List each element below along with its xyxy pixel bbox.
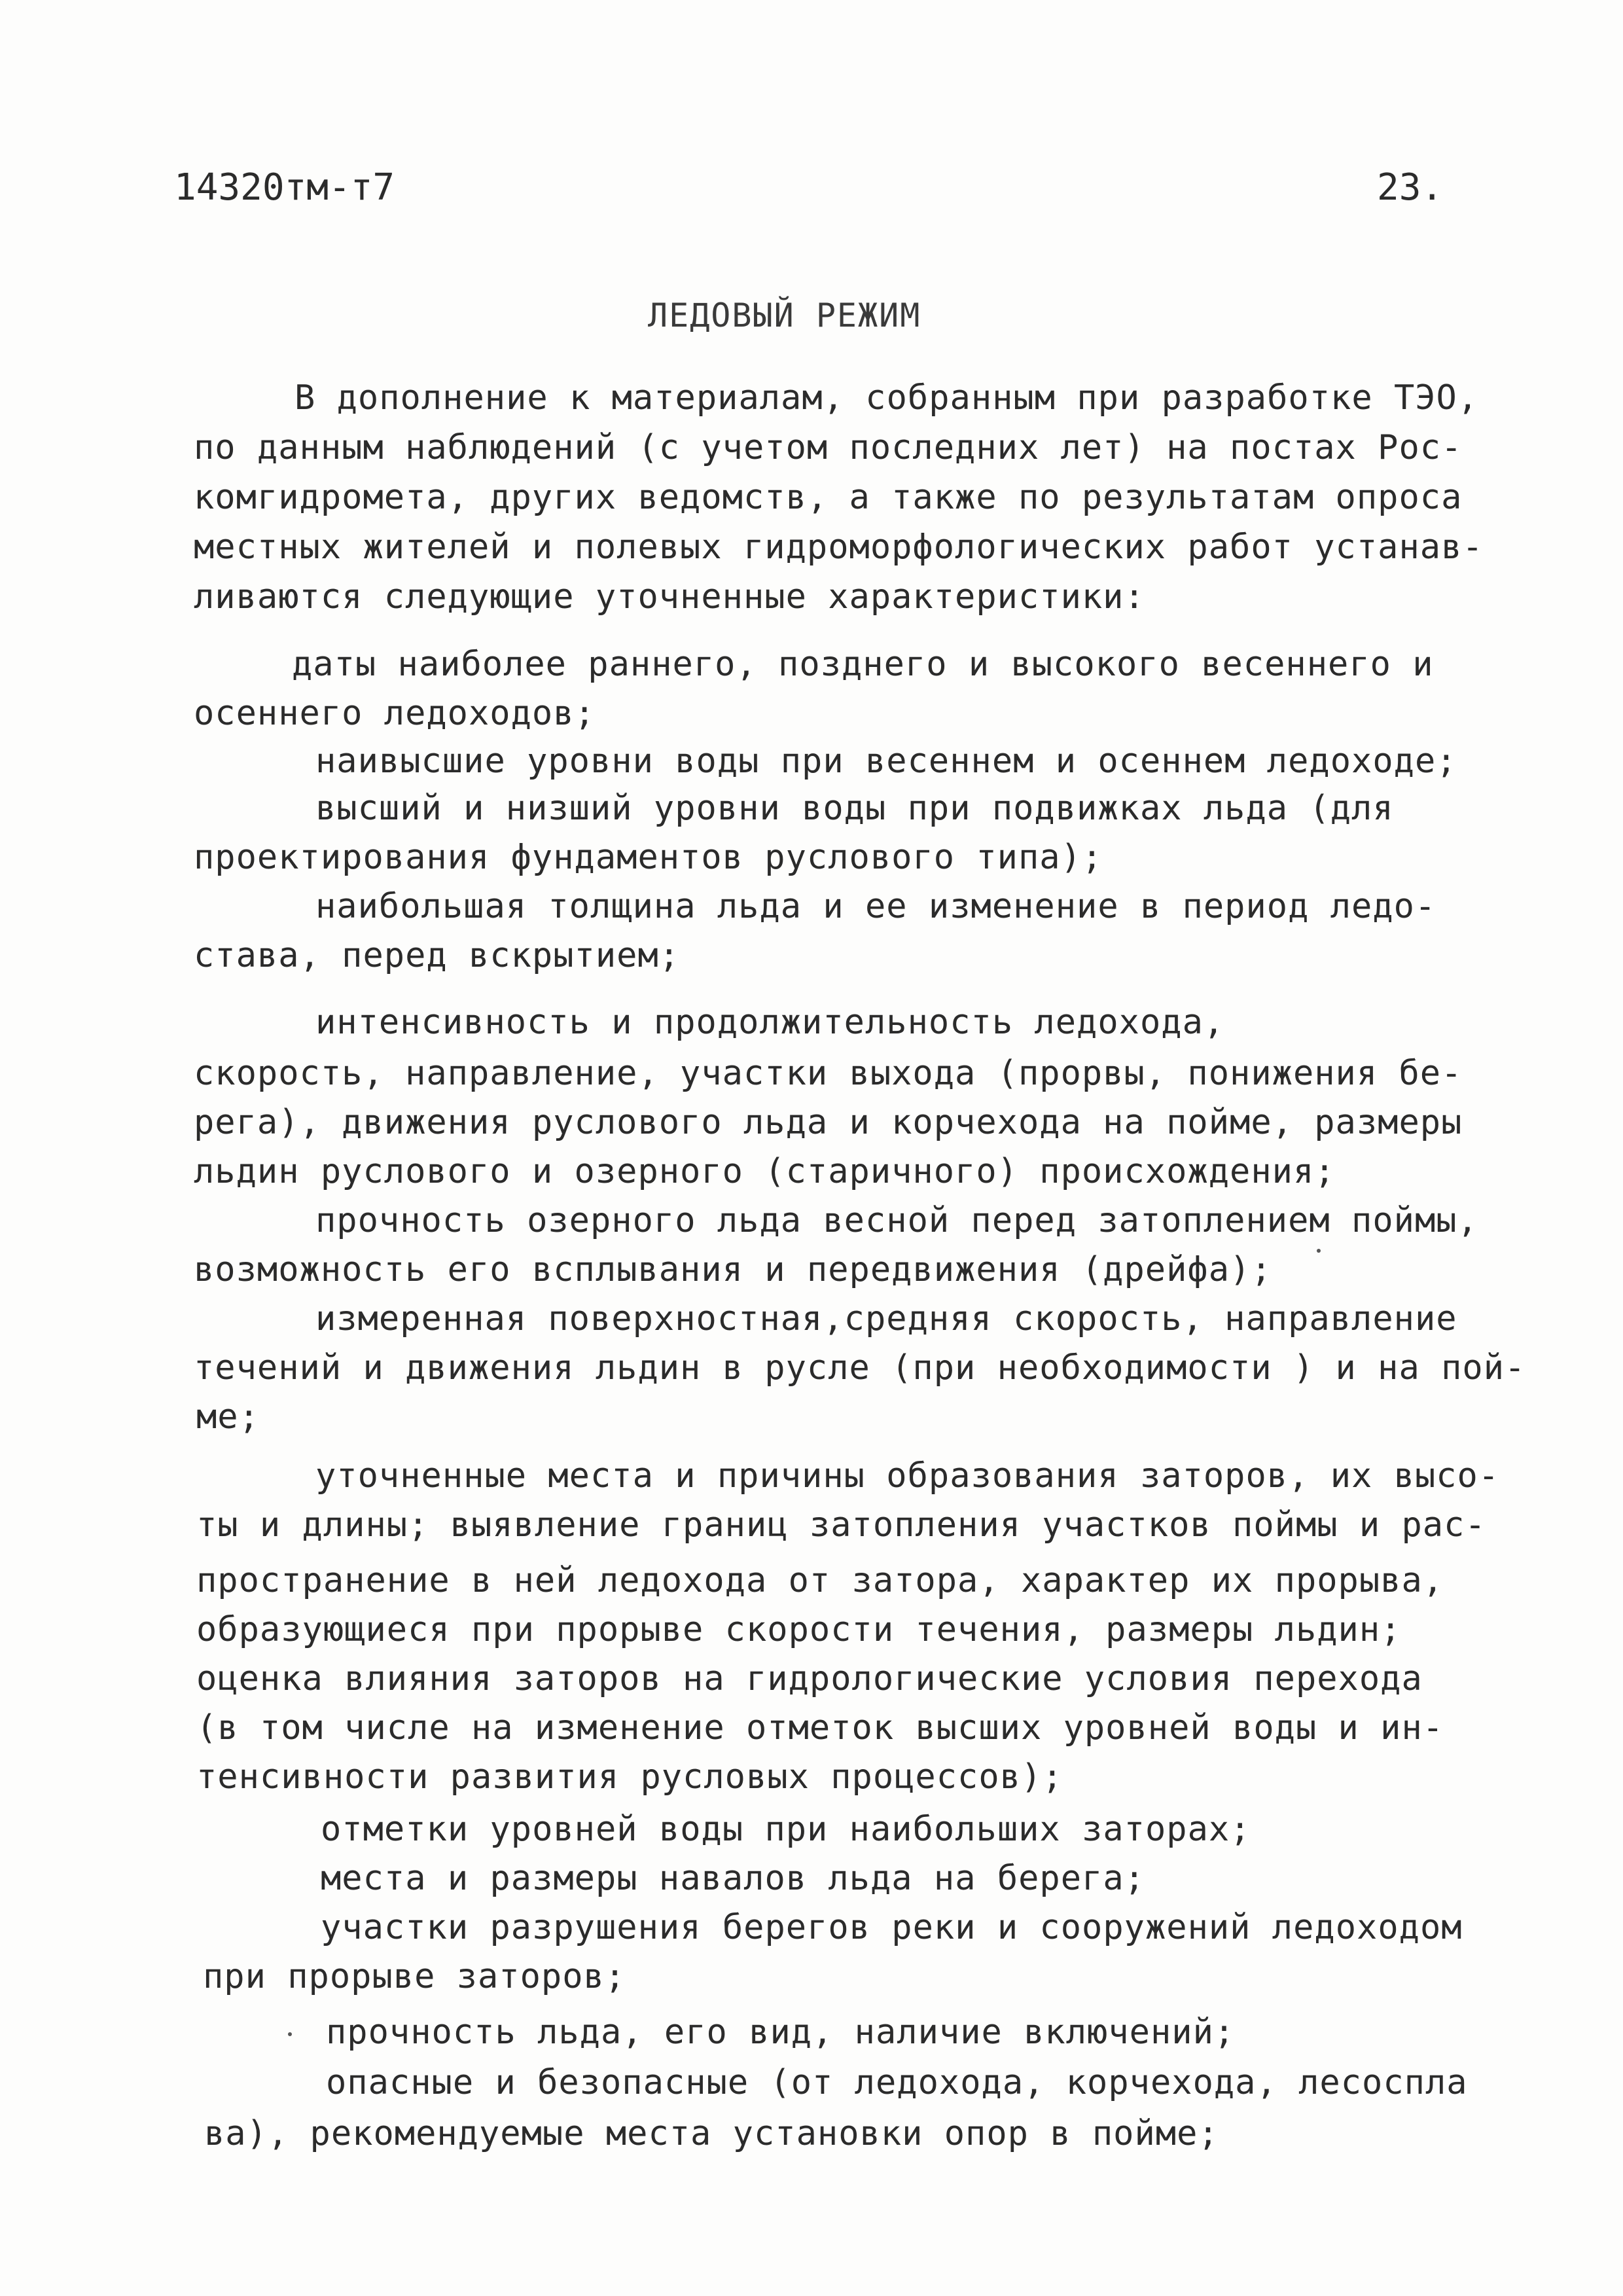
paragraph-line: течений и движения льдин в русле (при необходимости ) и на пой-: [194, 1348, 1526, 1388]
page-number: 23.: [1377, 166, 1444, 209]
paragraph-line: прочность озерного льда весной перед затоплением поймы,: [315, 1201, 1478, 1240]
paragraph-line: места и размеры навалов льда на берега;: [321, 1859, 1145, 1898]
paragraph-line: наивысшие уровни воды при весеннем и осеннем ледоходе;: [315, 742, 1457, 781]
paragraph-line: оценка влияния заторов на гидрологические условия перехода: [196, 1659, 1423, 1698]
ink-speck: [288, 2032, 292, 2036]
paragraph-line: высший и низший уровни воды при подвижках льда (для: [315, 789, 1394, 828]
paragraph-line: уточненные места и причины образования заторов, их высо-: [315, 1456, 1500, 1496]
paragraph-line: комгидромета, других ведомств, а также по результатам опроса: [194, 478, 1463, 517]
ink-speck: [1317, 1249, 1321, 1253]
paragraph-line: рега), движения руслового льда и корчехода на пойме, размеры: [194, 1103, 1463, 1142]
paragraph-line: скорость, направление, участки выхода (прорвы, понижения бе-: [194, 1054, 1463, 1093]
paragraph-line: по данным наблюдений (с учетом последних лет) на постах Рос-: [194, 428, 1463, 467]
paragraph-line: В дополнение к материалам, собранным при разработке ТЭО,: [294, 378, 1479, 418]
paragraph-line: ва), рекомендуемые места установки опор в пойме;: [204, 2114, 1219, 2153]
paragraph-line: ме;: [196, 1397, 260, 1437]
section-title: ЛЕДОВЫЙ РЕЖИМ: [648, 296, 921, 334]
paragraph-line: даты наиболее раннего, позднего и высокого весеннего и: [292, 645, 1434, 684]
paragraph-line: прочность льда, его вид, наличие включений;: [326, 2013, 1236, 2052]
paragraph-line: участки разрушения берегов реки и сооружений ледоходом: [321, 1908, 1463, 1947]
paragraph-line: пространение в ней ледохода от затора, характер их прорыва,: [196, 1561, 1444, 1600]
paragraph-line: (в том числе на изменение отметок высших уровней воды и ин-: [196, 1708, 1444, 1748]
paragraph-line: ливаются следующие уточненные характеристики:: [194, 577, 1145, 617]
paragraph-line: интенсивность и продолжительность ледохода,: [315, 1003, 1225, 1042]
paragraph-line: при прорыве заторов;: [203, 1957, 626, 1996]
paragraph-line: проектирования фундаментов руслового типа);: [194, 838, 1103, 877]
paragraph-line: местных жителей и полевых гидроморфологических работ устанав-: [194, 528, 1484, 567]
paragraph-line: тенсивности развития русловых процессов);: [196, 1757, 1063, 1797]
paragraph-line: осеннего ледоходов;: [194, 694, 596, 733]
paragraph-line: става, перед вскрытием;: [194, 936, 681, 975]
paragraph-line: ты и длины; выявление границ затопления участков поймы и рас-: [196, 1505, 1486, 1545]
paragraph-line: измеренная поверхностная,средняя скорость, направление: [315, 1299, 1457, 1338]
paragraph-line: образующиеся при прорыве скорости течения, размеры льдин;: [196, 1610, 1402, 1649]
paragraph-line: наибольшая толщина льда и ее изменение в период ледо-: [315, 887, 1436, 926]
paragraph-line: опасные и безопасные (от ледохода, корчехода, лесоспла: [326, 2063, 1468, 2102]
paragraph-line: отметки уровней воды при наибольших заторах;: [321, 1810, 1251, 1849]
paragraph-line: льдин руслового и озерного (старичного) происхождения;: [194, 1152, 1336, 1191]
document-code: 14320тм-т7: [174, 166, 395, 209]
paragraph-line: возможность его всплывания и передвижения (дрейфа);: [194, 1250, 1272, 1289]
